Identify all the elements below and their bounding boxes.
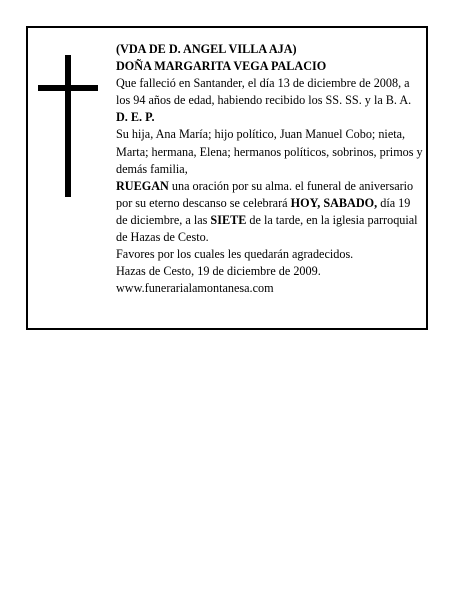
hoy-label: HOY, SABADO, — [290, 195, 378, 210]
obituary-notice — [26, 26, 428, 330]
place-date-line: Hazas de Cesto, 19 de diciembre de 2009. — [116, 264, 321, 279]
ruegan-text: una oración por su alma. el funeral de aniversario por su eterno descanso se celebrará — [116, 178, 414, 210]
death-info: Que falleció en Santander, el día 13 de diciembre de 2008, a los 94 años de edad, habiendo recibido los SS. SS. y la B. A. — [116, 76, 412, 108]
place-text: de la tarde, en la iglesia parroquial de Hazas de Cesto. — [116, 212, 418, 245]
dep-line: D. E. P. — [116, 110, 155, 125]
ruegan-label: RUEGAN — [116, 178, 169, 193]
family-list: Su hija, Ana María; hijo político, Juan Manuel Cobo; nieta, Marta; hermana, Elena; hermanos políticos, sobrinos, primos y demás familia, — [116, 127, 423, 176]
cross-horizontal-bar — [38, 85, 98, 91]
notice-text — [116, 41, 424, 297]
cross-vertical-bar — [65, 55, 71, 197]
cross-icon — [38, 55, 98, 197]
website-text: www.funerarialamontanesa.com — [116, 281, 274, 296]
siete-label: SIETE — [210, 212, 247, 227]
date-text: día 19 de diciembre, a las — [116, 195, 411, 227]
ceremony-paragraph — [116, 178, 424, 246]
widow-line: (VDA DE D. ANGEL VILLA AJA) — [116, 42, 297, 56]
thanks-line: Favores por los cuales les quedarán agradecidos. — [116, 247, 354, 262]
deceased-name: DOÑA MARGARITA VEGA PALACIO — [116, 59, 327, 74]
